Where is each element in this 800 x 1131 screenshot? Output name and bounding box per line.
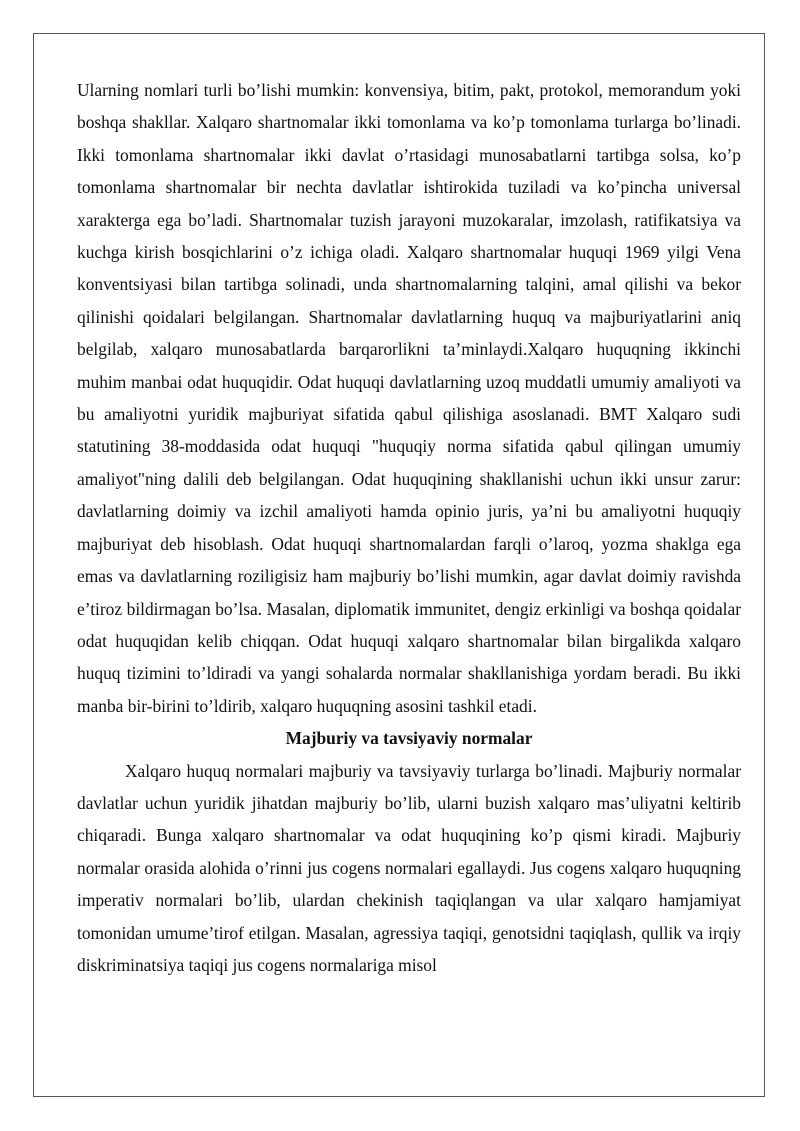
body-paragraph: Ularning nomlari turli bo’lishi mumkin: konvensiya, bitim, pakt, protokol, memorandum yoki boshqa shakllar. Xalqaro shartnomalar ikki tomonlama va ko’p tomonlama turlarga bo’linadi. Ikki tomonlama shartnomalar ikki davlat o’rtasidagi munosabatlarni tartibga solsa, ko’p tomonlama shartnomalar bir nechta davlatlar ishtirokida tuziladi va ko’pincha universal xarakterga ega bo’ladi. Shartnomalar tuzish jarayoni muzokaralar, imzolash, ratifikatsiya va kuchga kirish bosqichlarini o’z ichiga oladi. Xalqaro shartnomalar huquqi 1969 yilgi Vena konventsiyasi bilan tartibga solinadi, unda shartnomalarning talqini, amal qilishi va bekor qilinishi qoidalari belgilangan. Shartnomalar davlatlarning huquq va majburiyatlarini aniq belgilab, xalqaro munosabatlarda barqarorlikni ta’minlaydi.Xalqaro huquqning ikkinchi muhim manbai odat huquqidir. Odat huquqi davlatlarning uzoq muddatli umumiy amaliyoti va bu amaliyotni yuridik majburiyat sifatida qabul qilishiga asoslanadi. BMT Xalqaro sudi statutining 38-moddasida odat huquqi "huquqiy norma sifatida qabul qilingan umumiy amaliyot"ning dalili deb belgilangan. Odat huquqining shakllanishi uchun ikki unsur zarur: davlatlarning doimiy va izchil amaliyoti hamda opinio juris, ya’ni bu amaliyotni huquqiy majburiyat deb hisoblash. Odat huquqi shartnomalardan farqli o’laroq, yozma shaklga ega emas va davlatlarning roziligisiz ham majburiy bo’lishi mumkin, agar davlat doimiy ravishda e’tiroz bildirmagan bo’lsa. Masalan, diplomatik immunitet, dengiz erkinligi va boshqa qoidalar odat huquqidan kelib chiqqan. Odat huquqi xalqaro shartnomalar bilan birgalikda xalqaro huquq tizimini to’ldiradi va yangi sohalarda normalar shakllanishiga yordam beradi. Bu ikki manba bir-birini to’ldirib, xalqaro huquqning asosini tashkil etadi. — [77, 80, 741, 716]
section-heading: Majburiy va tavsiyaviy normalar — [285, 728, 533, 749]
document-body — [77, 74, 741, 981]
body-paragraph: Xalqaro huquq normalari majburiy va tavsiyaviy turlarga bo’linadi. Majburiy normalar davlatlar uchun yuridik jihatdan majburiy bo’lib, ularni buzish xalqaro mas’uliyatni keltirib chiqaradi. Bunga xalqaro shartnomalar va odat huquqining ko’p qismi kiradi. Majburiy normalar orasida alohida o’rinni jus cogens normalari egallaydi. Jus cogens xalqaro huquqning imperativ normalari bo’lib, ulardan chekinish taqiqlangan va ular xalqaro hamjamiyat tomonidan umume’tirof etilgan. Masalan, agressiya taqiqi, genotsidni taqiqlash, qullik va irqiy diskriminatsiya taqiqi jus cogens normalariga misol — [77, 760, 741, 975]
